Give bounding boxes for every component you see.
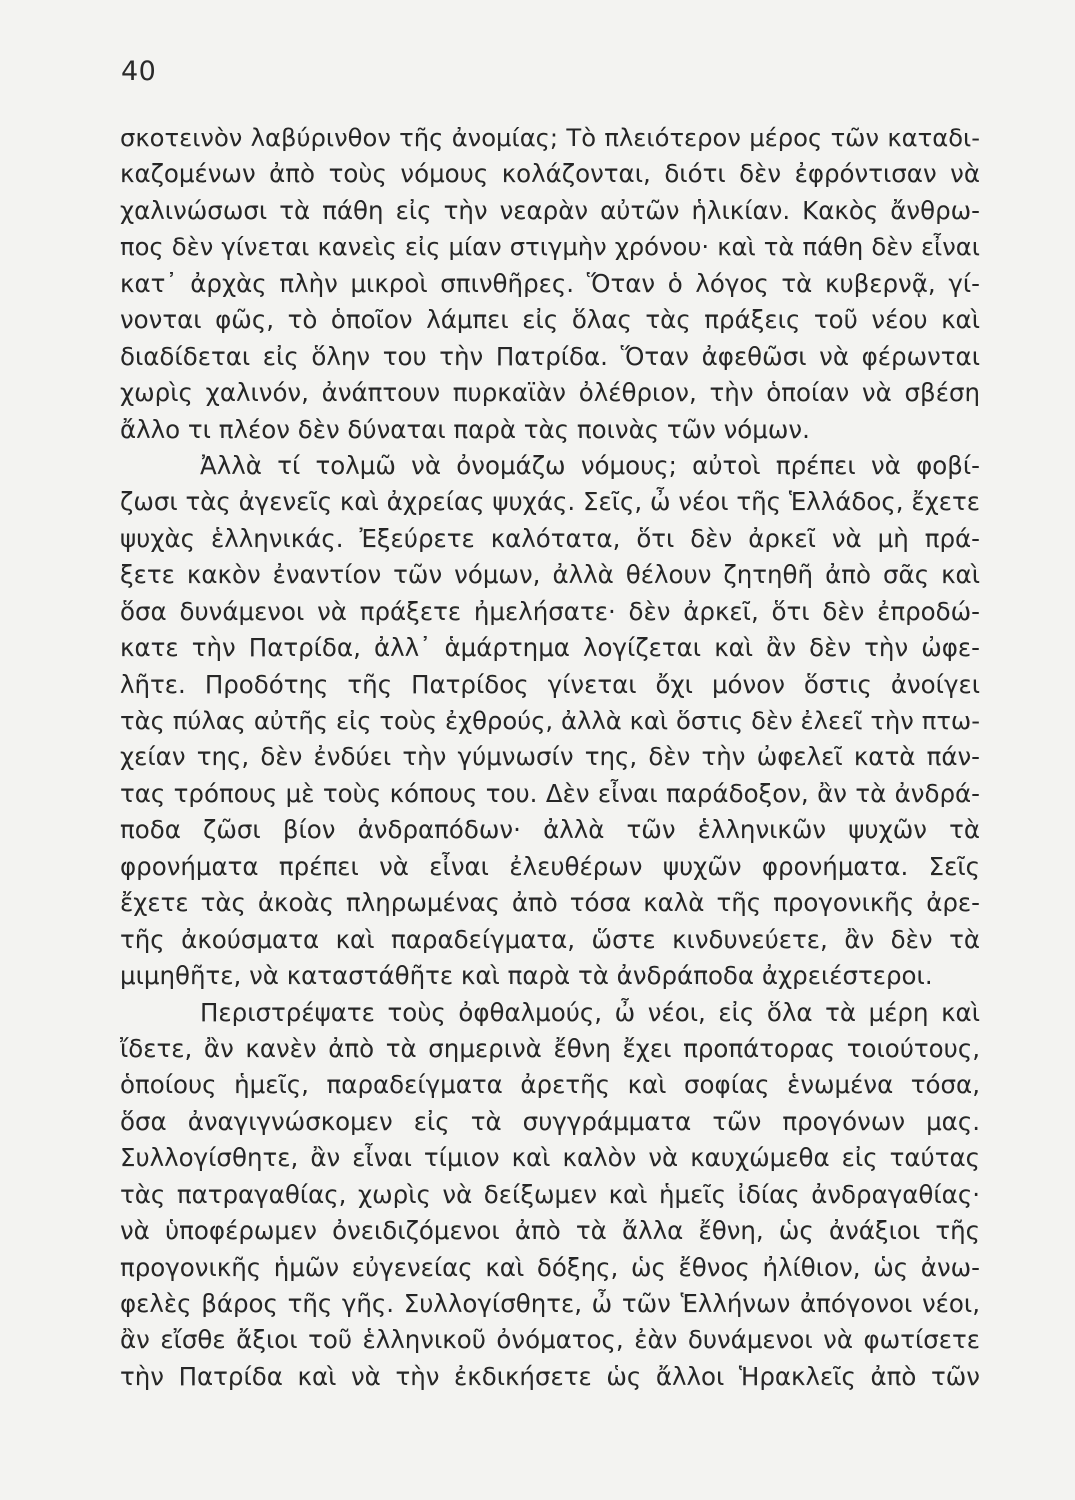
text-line: τὰς πύλας αὐτῆς εἰς τοὺς ἐχθρούς, ἀλλὰ καὶ ὅστις δὲν ἐλεεῖ τὴν πτω- <box>120 706 980 735</box>
text-line: κατε τὴν Πατρίδα, ἀλλ᾿ ἁμάρτημα λογίζεται καὶ ἂν δὲν τὴν ὠφε- <box>120 633 980 663</box>
text-line: ἔχετε τὰς ἀκοὰς πληρωμένας ἀπὸ τόσα καλὰ τῆς προγονικῆς ἀρε- <box>120 888 980 918</box>
text-line: μιμηθῆτε, νὰ καταστάθῆτε καὶ παρὰ τὰ ἀνδράποδα ἀχρειέστεροι. <box>120 961 933 991</box>
text-line: φρονήματα πρέπει νὰ εἶναι ἐλευθέρων ψυχῶν φρονήματα. Σεῖς <box>120 851 980 881</box>
text-line: τῆς ἀκούσματα καὶ παραδείγματα, ὥστε κινδυνεύετε, ἂν δὲν τὰ <box>120 924 980 954</box>
paragraph-first-line: Περιστρέψατε τοὺς ὀφθαλμούς, ὦ νέοι, εἰς ὅλα τὰ μέρη καὶ <box>200 997 980 1027</box>
text-line: ὁποίους ἡμεῖς, παραδείγματα ἀρετῆς καὶ σοφίας ἑνωμένα τόσα, <box>120 1070 980 1100</box>
text-line: σκοτεινὸν λαβύρινθον τῆς ἀνομίας; Τὸ πλειότερον μέρος τῶν καταδι- <box>120 123 980 152</box>
text-line: τας τρόπους μὲ τοὺς κόπους του. Δὲν εἶναι παράδοξον, ἂν τὰ ἀνδρά- <box>120 778 980 808</box>
text-line: ἄλλο τι πλέον δὲν δύναται παρὰ τὰς ποινὰς τῶν νόμων. <box>120 414 810 444</box>
text-line: καζομένων ἀπὸ τοὺς νόμους κολάζονται, διότι δὲν ἐφρόντισαν νὰ <box>120 159 980 189</box>
text-line: ποδα ζῶσι βίον ἀνδραπόδων· ἀλλὰ τῶν ἑλληνικῶν ψυχῶν τὰ <box>120 815 980 845</box>
text-line: λῆτε. Προδότης τῆς Πατρίδος γίνεται ὄχι μόνον ὅστις ἀνοίγει <box>120 669 980 699</box>
paragraph-first-line: Ἀλλὰ τί τολμῶ νὰ ὀνομάζω νόμους; αὐτοὶ πρέπει νὰ φοβί- <box>200 450 980 480</box>
text-line: ψυχὰς ἑλληνικάς. Ἐξεύρετε καλότατα, ὅτι δὲν ἀρκεῖ νὰ μὴ πρά- <box>120 523 980 553</box>
text-line: ξετε κακὸν ἐναντίον τῶν νόμων, ἀλλὰ θέλουν ζητηθῆ ἀπὸ σᾶς καὶ <box>120 560 980 590</box>
text-line: τὴν Πατρίδα καὶ νὰ τὴν ἐκδικήσετε ὡς ἄλλοι Ἡρακλεῖς ἀπὸ τῶν <box>120 1361 980 1391</box>
text-line: νονται φῶς, τὸ ὁποῖον λάμπει εἰς ὅλας τὰς πράξεις τοῦ νέου καὶ <box>120 305 980 335</box>
text-line: ὅσα δυνάμενοι νὰ πράξετε ἠμελήσατε· δὲν ἀρκεῖ, ὅτι δὲν ἐπροδώ- <box>120 596 980 626</box>
page-number: 40 <box>121 56 157 87</box>
text-line: προγονικῆς ἡμῶν εὐγενείας καὶ δόξης, ὡς ἔθνος ἠλίθιον, ὡς ἀνω- <box>120 1252 980 1282</box>
text-line: φελὲς βάρος τῆς γῆς. Συλλογίσθητε, ὦ τῶν Ἑλλήνων ἀπόγονοι νέοι, <box>120 1289 980 1318</box>
text-line: νὰ ὑποφέρωμεν ὀνειδιζόμενοι ἀπὸ τὰ ἄλλα ἔθνη, ὡς ἀνάξιοι τῆς <box>120 1216 980 1246</box>
text-line: ὅσα ἀναγιγνώσκομεν εἰς τὰ συγγράμματα τῶν προγόνων μας. <box>120 1106 980 1136</box>
text-line: πος δὲν γίνεται κανεὶς εἰς μίαν στιγμὴν χρόνου· καὶ τὰ πάθη δὲν εἶναι <box>120 232 980 262</box>
text-line: ζωσι τὰς ἀγενεῖς καὶ ἀχρείας ψυχάς. Σεῖς, ὦ νέοι τῆς Ἑλλάδος, ἔχετε <box>120 487 980 517</box>
text-line: διαδίδεται εἰς ὅλην του τὴν Πατρίδα. Ὅταν ἀφεθῶσι νὰ φέρωνται <box>120 341 980 371</box>
text-line: χαλινώσωσι τὰ πάθη εἰς τὴν νεαρὰν αὐτῶν ἡλικίαν. Κακὸς ἄνθρω- <box>120 195 980 225</box>
text-line: Συλλογίσθητε, ἂν εἶναι τίμιον καὶ καλὸν νὰ καυχώμεθα εἰς ταύτας <box>120 1143 980 1173</box>
text-line: χείαν της, δὲν ἐνδύει τὴν γύμνωσίν της, δὲν τὴν ὠφελεῖ κατὰ πάν- <box>120 742 980 772</box>
body-text <box>120 120 980 1395</box>
text-line: ἂν εἴσθε ἄξιοι τοῦ ἑλληνικοῦ ὀνόματος, ἐὰν δυνάμενοι νὰ φωτίσετε <box>120 1325 980 1355</box>
text-line: τὰς πατραγαθίας, χωρὶς νὰ δείξωμεν καὶ ἡμεῖς ἰδίας ἀνδραγαθίας· <box>120 1179 980 1209</box>
text-line: χωρὶς χαλινόν, ἀνάπτουν πυρκαϊὰν ὀλέθριον, τὴν ὁποίαν νὰ σβέση <box>120 378 980 408</box>
text-line: ἴδετε, ἂν κανὲν ἀπὸ τὰ σημερινὰ ἔθνη ἔχει προπάτορας τοιούτους, <box>120 1033 980 1063</box>
text-line: κατ᾿ ἀρχὰς πλὴν μικροὶ σπινθῆρες. Ὅταν ὁ λόγος τὰ κυβερνᾷ, γί- <box>120 268 980 298</box>
